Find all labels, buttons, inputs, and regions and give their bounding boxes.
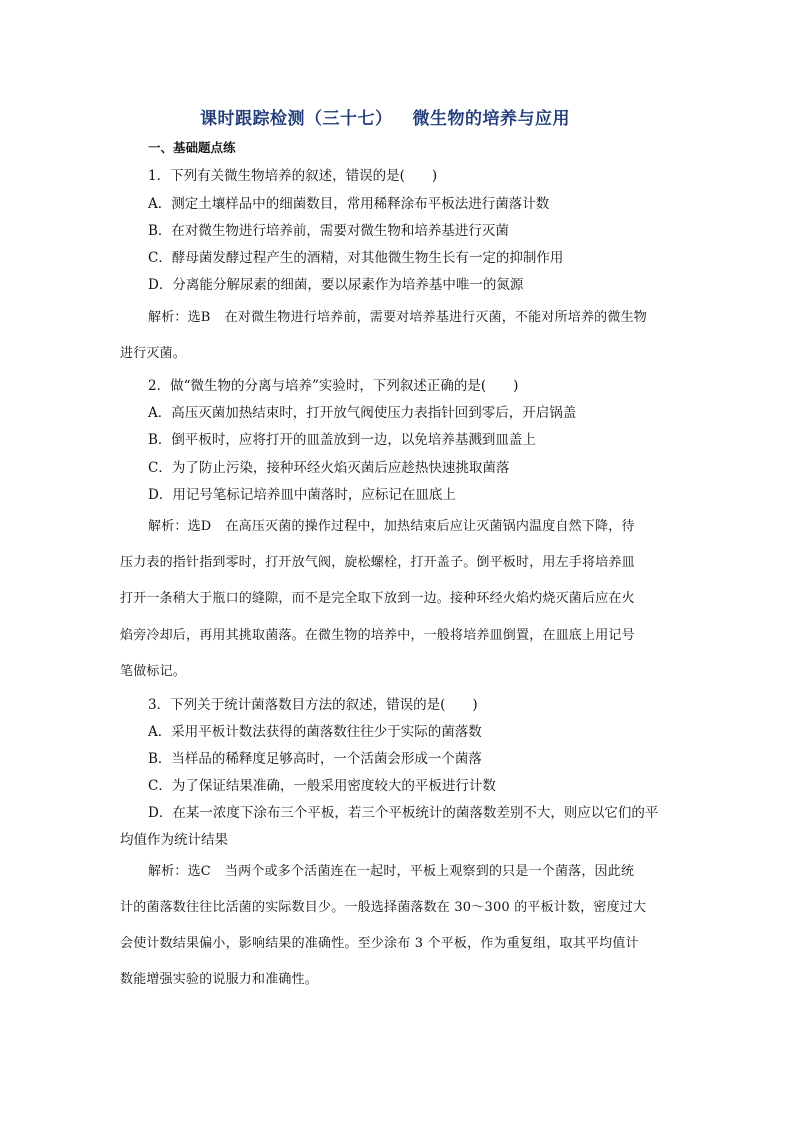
question-3-option-a: A．采用平板计数法获得的菌落数往往少于实际的菌落数 bbox=[148, 724, 482, 740]
question-1-answer-line-2: 进行灭菌。 bbox=[120, 346, 187, 361]
question-1-option-d: D．分离能分解尿素的细菌，要以尿素作为培养基中唯一的氮源 bbox=[148, 277, 524, 293]
question-2-answer-line-3: 打开一条稍大于瓶口的缝隙，而不是完全取下放到一边。接种环经火焰灼烧灭菌后应在火 bbox=[120, 591, 635, 606]
question-1-answer-label: 解析：选B bbox=[148, 310, 211, 325]
question-3-explanation-1: 当两个或多个活菌连在一起时，平板上观察到的只是一个菌落，因此统 bbox=[224, 864, 635, 879]
question-3-option-d-continued: 均值作为统计结果 bbox=[120, 832, 228, 848]
question-1-answer-line-1 bbox=[148, 306, 647, 325]
title-part-2: 微生物的培养与应用 bbox=[412, 109, 570, 129]
question-2-explanation-1: 在高压灭菌的操作过程中，加热结束后应让灭菌锅内温度自然下降，待 bbox=[225, 519, 635, 534]
question-2-option-c: C．为了防止污染，接种环经火焰灭菌后应趁热快速挑取菌落 bbox=[148, 460, 510, 476]
section-heading: 一、基础题点练 bbox=[148, 140, 236, 155]
question-3-answer-line-4: 数能增强实验的说服力和准确性。 bbox=[120, 972, 319, 987]
question-3-answer-label: 解析：选C bbox=[148, 864, 211, 879]
question-2-answer-line-4: 焰旁冷却后，再用其挑取菌落。在微生物的培养中，一般将培养皿倒置，在皿底上用记号 bbox=[120, 628, 635, 643]
question-1-stem: 1．下列有关微生物培养的叙述，错误的是( ) bbox=[148, 168, 438, 184]
question-2-answer-line-5: 笔做标记。 bbox=[120, 664, 187, 679]
question-2-option-d: D．用记号笔标记培养皿中菌落时，应标记在皿底上 bbox=[148, 487, 456, 503]
question-2-answer-label: 解析：选D bbox=[148, 519, 212, 534]
question-2-answer-line-2: 压力表的指针指到零时，打开放气阀，旋松螺栓，打开盖子。倒平板时，用左手将培养皿 bbox=[120, 555, 635, 570]
question-3-answer-line-1 bbox=[148, 860, 634, 879]
title-part-1: 课时跟踪检测（三十七） bbox=[200, 109, 393, 129]
question-1-explanation-1: 在对微生物进行培养前，需要对培养基进行灭菌，不能对所培养的微生物 bbox=[224, 310, 647, 325]
question-3-answer-line-3: 会使计数结果偏小，影响结果的准确性。至少涂布 3 个平板，作为重复组，取其平均值计 bbox=[120, 936, 639, 951]
question-1-option-c: C．酵母菌发酵过程产生的酒精，对其他微生物生长有一定的抑制作用 bbox=[148, 250, 564, 266]
page-title bbox=[200, 104, 570, 129]
question-2-stem: 2．做“微生物的分离与培养”实验时，下列叙述正确的是( ) bbox=[148, 378, 519, 394]
question-3-option-b: B．当样品的稀释度足够高时，一个活菌会形成一个菌落 bbox=[148, 751, 482, 767]
question-1-option-b: B．在对微生物进行培养前，需要对微生物和培养基进行灭菌 bbox=[148, 223, 509, 239]
question-3-stem: 3．下列关于统计菌落数目方法的叙述，错误的是( ) bbox=[148, 697, 478, 713]
question-3-answer-line-2: 计的菌落数往往比活菌的实际数目少。一般选择菌落数在 30～300 的平板计数，密度过大 bbox=[120, 900, 647, 915]
question-1-option-a: A．测定土壤样品中的细菌数目，常用稀释涂布平板法进行菌落计数 bbox=[148, 196, 550, 212]
question-2-option-a: A．高压灭菌加热结束时，打开放气阀使压力表指针回到零后，开启锅盖 bbox=[148, 405, 577, 421]
question-3-option-c: C．为了保证结果准确，一般采用密度较大的平板进行计数 bbox=[148, 778, 496, 794]
question-2-option-b: B．倒平板时，应将打开的皿盖放到一边，以免培养基溅到皿盖上 bbox=[148, 432, 536, 448]
question-3-option-d: D．在某一浓度下涂布三个平板，若三个平板统计的菌落数差别不大，则应以它们的平 bbox=[148, 805, 659, 821]
question-2-answer-line-1 bbox=[148, 515, 635, 534]
